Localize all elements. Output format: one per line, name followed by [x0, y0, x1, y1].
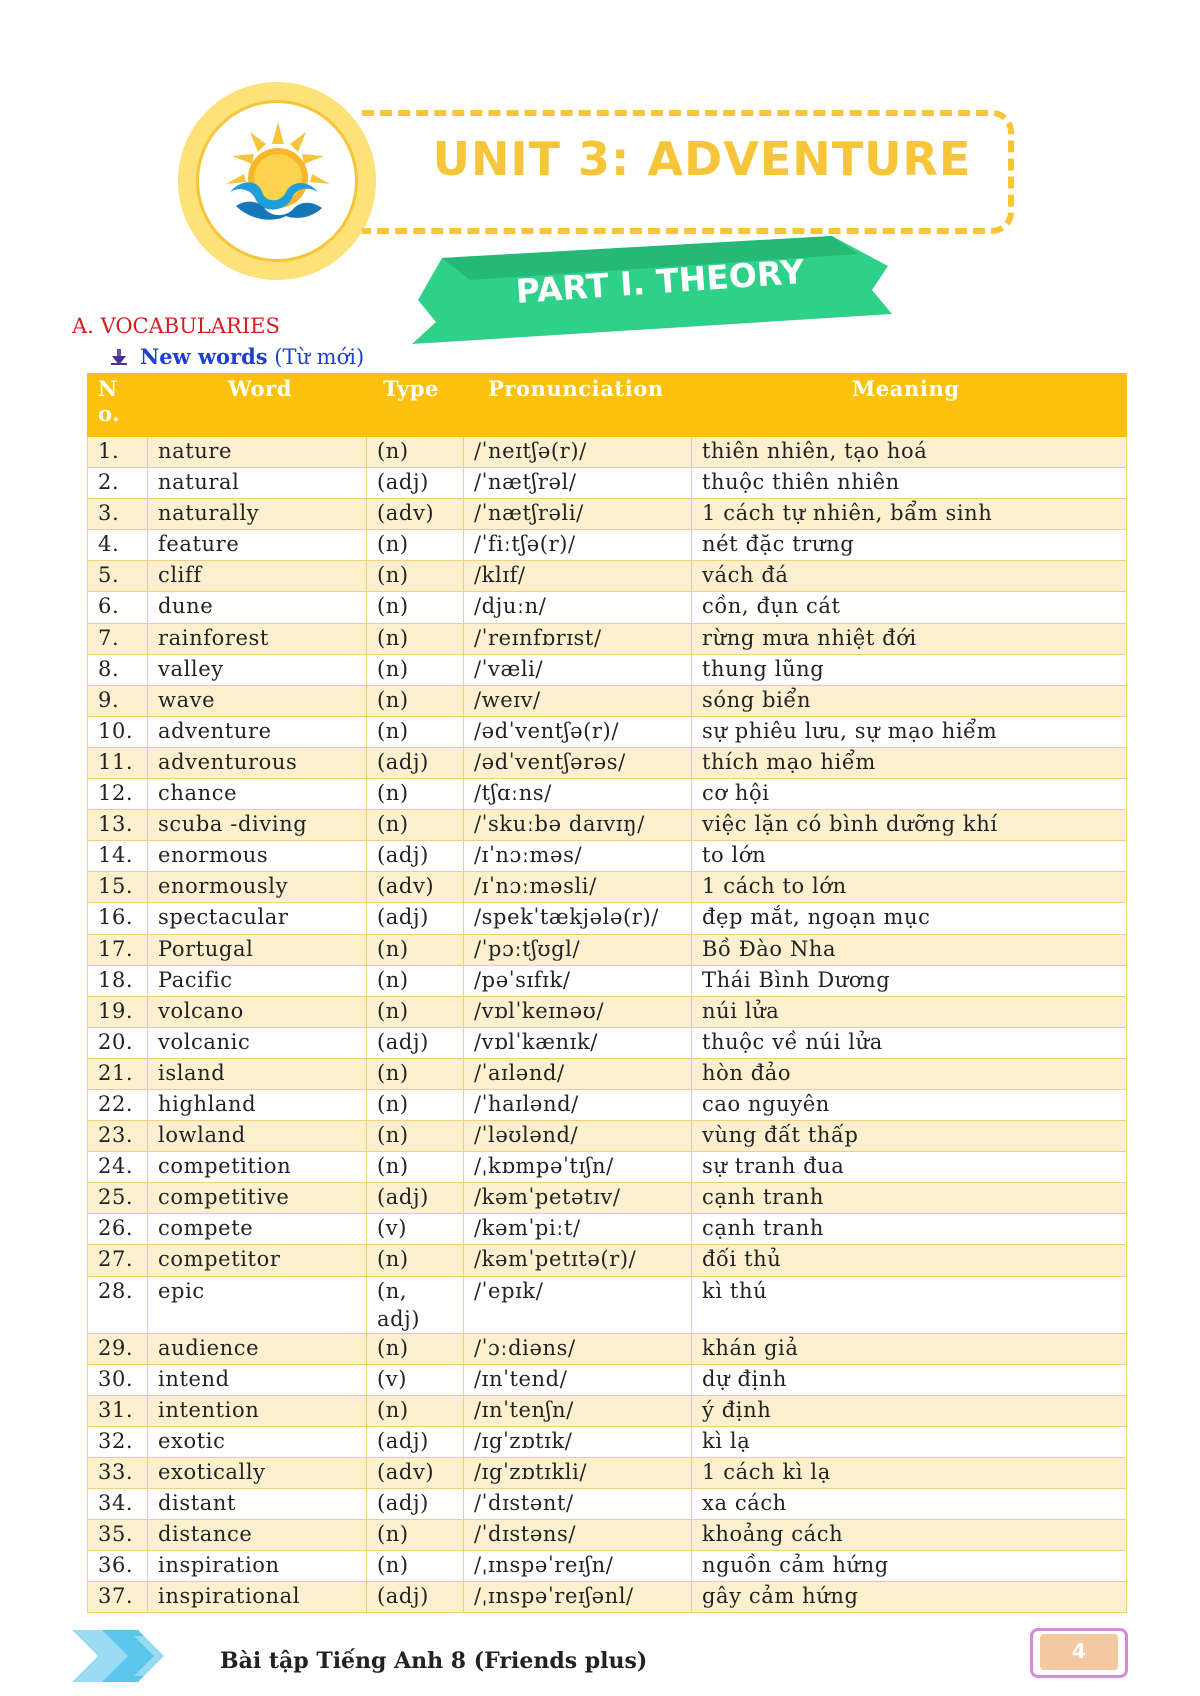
row-meaning: xa cách — [692, 1489, 1127, 1520]
row-no: 28. — [88, 1276, 148, 1333]
table-row — [88, 1489, 1127, 1520]
row-word: exotic — [148, 1426, 367, 1457]
row-word: distance — [148, 1520, 367, 1551]
table-row — [88, 934, 1127, 965]
table-row — [88, 996, 1127, 1027]
row-pronunciation: /ˈneɪtʃə(r)/ — [464, 437, 692, 468]
row-type: (n) — [367, 1333, 464, 1364]
row-pronunciation: /ˈaɪlənd/ — [464, 1058, 692, 1089]
row-type: (n) — [367, 965, 464, 996]
row-type: (adj) — [367, 747, 464, 778]
row-type: (n) — [367, 934, 464, 965]
row-word: volcanic — [148, 1027, 367, 1058]
row-word: wave — [148, 685, 367, 716]
row-pronunciation: /kəmˈpetətɪv/ — [464, 1183, 692, 1214]
row-meaning: vùng đất thấp — [692, 1121, 1127, 1152]
row-word: highland — [148, 1089, 367, 1120]
row-word: exotically — [148, 1457, 367, 1488]
row-pronunciation: /ɪgˈzɒtɪk/ — [464, 1426, 692, 1457]
row-pronunciation: /tʃɑːns/ — [464, 779, 692, 810]
row-meaning: khoảng cách — [692, 1520, 1127, 1551]
row-pronunciation: /ˈepɪk/ — [464, 1276, 692, 1333]
row-meaning: thung lũng — [692, 654, 1127, 685]
row-type: (adj) — [367, 841, 464, 872]
row-meaning: cạnh tranh — [692, 1183, 1127, 1214]
row-no: 6. — [88, 592, 148, 623]
row-no: 17. — [88, 934, 148, 965]
row-no: 30. — [88, 1364, 148, 1395]
row-word: cliff — [148, 561, 367, 592]
row-pronunciation: /ˈpɔːtʃʊgl/ — [464, 934, 692, 965]
row-meaning: hòn đảo — [692, 1058, 1127, 1089]
row-type: (adj) — [367, 1183, 464, 1214]
row-no: 33. — [88, 1457, 148, 1488]
row-type: (n) — [367, 530, 464, 561]
row-pronunciation: /ɪnˈtenʃn/ — [464, 1395, 692, 1426]
row-type: (n) — [367, 561, 464, 592]
row-no: 35. — [88, 1520, 148, 1551]
table-row — [88, 841, 1127, 872]
row-type: (n) — [367, 437, 464, 468]
table-row — [88, 1551, 1127, 1582]
row-no: 15. — [88, 872, 148, 903]
row-no: 3. — [88, 499, 148, 530]
row-type: (adv) — [367, 499, 464, 530]
row-no: 9. — [88, 685, 148, 716]
row-type: (adj) — [367, 1426, 464, 1457]
row-pronunciation: /ˌkɒmpəˈtɪʃn/ — [464, 1152, 692, 1183]
row-type: (n) — [367, 996, 464, 1027]
table-row — [88, 1395, 1127, 1426]
row-no: 34. — [88, 1489, 148, 1520]
row-pronunciation: /ˈdɪstəns/ — [464, 1520, 692, 1551]
row-pronunciation: /ˈfiːtʃə(r)/ — [464, 530, 692, 561]
row-pronunciation: /ədˈventʃə(r)/ — [464, 716, 692, 747]
row-pronunciation: /ˈvæli/ — [464, 654, 692, 685]
row-type: (n) — [367, 779, 464, 810]
row-type: (n) — [367, 1245, 464, 1276]
row-type: (n) — [367, 592, 464, 623]
row-word: valley — [148, 654, 367, 685]
row-no: 12. — [88, 779, 148, 810]
row-type: (n) — [367, 685, 464, 716]
row-type: (adj) — [367, 468, 464, 499]
table-body — [88, 437, 1127, 1613]
row-pronunciation: /klɪf/ — [464, 561, 692, 592]
row-no: 22. — [88, 1089, 148, 1120]
table-row — [88, 1121, 1127, 1152]
table-row — [88, 1058, 1127, 1089]
table-row — [88, 623, 1127, 654]
row-word: island — [148, 1058, 367, 1089]
section-heading: A. VOCABULARIES — [72, 314, 280, 338]
row-word: rainforest — [148, 623, 367, 654]
row-meaning: 1 cách tự nhiên, bẩm sinh — [692, 499, 1127, 530]
row-type: (n) — [367, 1395, 464, 1426]
row-meaning: đối thủ — [692, 1245, 1127, 1276]
row-meaning: cạnh tranh — [692, 1214, 1127, 1245]
row-meaning: đẹp mắt, ngoạn mục — [692, 903, 1127, 934]
table-row — [88, 685, 1127, 716]
table-row — [88, 716, 1127, 747]
table-row — [88, 747, 1127, 778]
row-word: enormous — [148, 841, 367, 872]
row-meaning: gây cảm hứng — [692, 1582, 1127, 1613]
row-word: intend — [148, 1364, 367, 1395]
row-word: competition — [148, 1152, 367, 1183]
row-word: natural — [148, 468, 367, 499]
row-word: scuba -diving — [148, 810, 367, 841]
header-word: Word — [148, 374, 367, 437]
table-row — [88, 1214, 1127, 1245]
vocabulary-table — [87, 373, 1127, 1613]
row-meaning: Thái Bình Dương — [692, 965, 1127, 996]
row-type: (n, adj) — [367, 1276, 464, 1333]
table-row — [88, 1089, 1127, 1120]
row-no: 5. — [88, 561, 148, 592]
row-type: (n) — [367, 810, 464, 841]
row-meaning: việc lặn có bình dưỡng khí — [692, 810, 1127, 841]
row-meaning: kì lạ — [692, 1426, 1127, 1457]
row-meaning: thích mạo hiểm — [692, 747, 1127, 778]
row-pronunciation: /ɪnˈtend/ — [464, 1364, 692, 1395]
row-no: 13. — [88, 810, 148, 841]
table-row — [88, 1027, 1127, 1058]
table-row — [88, 1364, 1127, 1395]
table-row — [88, 1520, 1127, 1551]
row-no: 4. — [88, 530, 148, 561]
row-word: Pacific — [148, 965, 367, 996]
row-no: 16. — [88, 903, 148, 934]
row-pronunciation: /kəmˈpiːt/ — [464, 1214, 692, 1245]
row-meaning: khán giả — [692, 1333, 1127, 1364]
row-no: 1. — [88, 437, 148, 468]
row-no: 20. — [88, 1027, 148, 1058]
row-word: competitor — [148, 1245, 367, 1276]
footer-book-title: Bài tập Tiếng Anh 8 (Friends plus) — [220, 1648, 648, 1674]
unit-title: UNIT 3: ADVENTURE — [432, 132, 972, 186]
row-no: 23. — [88, 1121, 148, 1152]
row-word: enormously — [148, 872, 367, 903]
row-meaning: kì thú — [692, 1276, 1127, 1333]
table-row — [88, 1276, 1127, 1333]
row-word: epic — [148, 1276, 367, 1333]
row-meaning: rừng mưa nhiệt đới — [692, 623, 1127, 654]
row-no: 8. — [88, 654, 148, 685]
table-row — [88, 965, 1127, 996]
row-no: 25. — [88, 1183, 148, 1214]
row-word: volcano — [148, 996, 367, 1027]
row-no: 29. — [88, 1333, 148, 1364]
table-header-row — [88, 374, 1127, 437]
table-row — [88, 1183, 1127, 1214]
row-pronunciation: /ˈdɪstənt/ — [464, 1489, 692, 1520]
row-no: 27. — [88, 1245, 148, 1276]
row-word: spectacular — [148, 903, 367, 934]
row-type: (n) — [367, 1058, 464, 1089]
row-word: inspirational — [148, 1582, 367, 1613]
part-title: PART I. THEORY — [514, 251, 806, 312]
row-pronunciation: /djuːn/ — [464, 592, 692, 623]
page-number: 4 — [1040, 1634, 1118, 1670]
sun-wave-icon — [222, 122, 334, 226]
subheading — [110, 344, 364, 369]
row-pronunciation: /ˌɪnspəˈreɪʃn/ — [464, 1551, 692, 1582]
row-meaning: sự phiêu lưu, sự mạo hiểm — [692, 716, 1127, 747]
row-type: (v) — [367, 1364, 464, 1395]
table-row — [88, 1152, 1127, 1183]
row-meaning: thuộc về núi lửa — [692, 1027, 1127, 1058]
row-meaning: nguồn cảm hứng — [692, 1551, 1127, 1582]
row-meaning: nét đặc trưng — [692, 530, 1127, 561]
header-pronunciation: Pronunciation — [464, 374, 692, 437]
row-no: 7. — [88, 623, 148, 654]
row-pronunciation: /vɒlˈkænɪk/ — [464, 1027, 692, 1058]
table-row — [88, 561, 1127, 592]
table-row — [88, 592, 1127, 623]
row-no: 10. — [88, 716, 148, 747]
row-word: chance — [148, 779, 367, 810]
table-row — [88, 810, 1127, 841]
row-pronunciation: /ˈreɪnfɒrɪst/ — [464, 623, 692, 654]
row-type: (n) — [367, 716, 464, 747]
row-meaning: dự định — [692, 1364, 1127, 1395]
row-type: (n) — [367, 1089, 464, 1120]
row-meaning: to lớn — [692, 841, 1127, 872]
row-no: 2. — [88, 468, 148, 499]
row-word: compete — [148, 1214, 367, 1245]
row-type: (n) — [367, 1152, 464, 1183]
row-word: dune — [148, 592, 367, 623]
row-type: (v) — [367, 1214, 464, 1245]
row-word: nature — [148, 437, 367, 468]
row-word: inspiration — [148, 1551, 367, 1582]
subheading-translation: (Từ mới) — [267, 345, 365, 369]
row-pronunciation: /pəˈsɪfɪk/ — [464, 965, 692, 996]
row-pronunciation: /ˈnætʃrəli/ — [464, 499, 692, 530]
row-no: 19. — [88, 996, 148, 1027]
row-meaning: 1 cách to lớn — [692, 872, 1127, 903]
row-word: lowland — [148, 1121, 367, 1152]
table-row — [88, 1333, 1127, 1364]
row-meaning: cồn, đụn cát — [692, 592, 1127, 623]
row-no: 36. — [88, 1551, 148, 1582]
row-type: (n) — [367, 1520, 464, 1551]
row-word: audience — [148, 1333, 367, 1364]
row-word: feature — [148, 530, 367, 561]
row-meaning: núi lửa — [692, 996, 1127, 1027]
table-row — [88, 1582, 1127, 1613]
row-pronunciation: /ˈnætʃrəl/ — [464, 468, 692, 499]
row-type: (adj) — [367, 1027, 464, 1058]
row-no: 32. — [88, 1426, 148, 1457]
header-no: No. — [88, 374, 148, 437]
row-pronunciation: /ˈləʊlənd/ — [464, 1121, 692, 1152]
row-no: 11. — [88, 747, 148, 778]
table-row — [88, 1245, 1127, 1276]
table-row — [88, 1426, 1127, 1457]
header-meaning: Meaning — [692, 374, 1127, 437]
row-word: adventurous — [148, 747, 367, 778]
row-word: distant — [148, 1489, 367, 1520]
row-pronunciation: /ˌɪnspəˈreɪʃənl/ — [464, 1582, 692, 1613]
row-meaning: Bồ Đào Nha — [692, 934, 1127, 965]
table-row — [88, 872, 1127, 903]
table-row — [88, 903, 1127, 934]
row-no: 24. — [88, 1152, 148, 1183]
row-no: 26. — [88, 1214, 148, 1245]
table-row — [88, 530, 1127, 561]
row-word: competitive — [148, 1183, 367, 1214]
row-meaning: ý định — [692, 1395, 1127, 1426]
row-pronunciation: /weɪv/ — [464, 685, 692, 716]
table-row — [88, 468, 1127, 499]
row-pronunciation: /ˈɔːdiəns/ — [464, 1333, 692, 1364]
row-pronunciation: /spekˈtækjələ(r)/ — [464, 903, 692, 934]
table-row — [88, 779, 1127, 810]
subheading-label: New words — [140, 344, 268, 369]
row-no: 31. — [88, 1395, 148, 1426]
row-type: (adj) — [367, 1489, 464, 1520]
row-word: intention — [148, 1395, 367, 1426]
row-type: (adv) — [367, 872, 464, 903]
table-row — [88, 1457, 1127, 1488]
row-meaning: cơ hội — [692, 779, 1127, 810]
table-row — [88, 499, 1127, 530]
row-word: adventure — [148, 716, 367, 747]
row-word: Portugal — [148, 934, 367, 965]
row-no: 18. — [88, 965, 148, 996]
row-type: (adv) — [367, 1457, 464, 1488]
row-meaning: thiên nhiên, tạo hoá — [692, 437, 1127, 468]
row-pronunciation: /ədˈventʃərəs/ — [464, 747, 692, 778]
row-type: (n) — [367, 623, 464, 654]
row-type: (n) — [367, 1551, 464, 1582]
row-meaning: cao nguyên — [692, 1089, 1127, 1120]
row-meaning: thuộc thiên nhiên — [692, 468, 1127, 499]
row-meaning: vách đá — [692, 561, 1127, 592]
table-row — [88, 654, 1127, 685]
row-meaning: sóng biển — [692, 685, 1127, 716]
chevron-right-icon — [72, 1630, 192, 1682]
row-pronunciation: /vɒlˈkeɪnəʊ/ — [464, 996, 692, 1027]
row-no: 37. — [88, 1582, 148, 1613]
row-type: (n) — [367, 654, 464, 685]
row-no: 21. — [88, 1058, 148, 1089]
arrow-down-bullet-icon — [110, 348, 128, 366]
row-no: 14. — [88, 841, 148, 872]
row-type: (adj) — [367, 1582, 464, 1613]
header-type: Type — [367, 374, 464, 437]
row-pronunciation: /ɪgˈzɒtɪkli/ — [464, 1457, 692, 1488]
row-pronunciation: /ˈskuːbə daɪvɪŋ/ — [464, 810, 692, 841]
table-row — [88, 437, 1127, 468]
row-type: (adj) — [367, 903, 464, 934]
row-word: naturally — [148, 499, 367, 530]
row-pronunciation: /kəmˈpetɪtə(r)/ — [464, 1245, 692, 1276]
row-meaning: sự tranh đua — [692, 1152, 1127, 1183]
row-pronunciation: /ɪˈnɔːməs/ — [464, 841, 692, 872]
row-pronunciation: /ɪˈnɔːməsli/ — [464, 872, 692, 903]
row-meaning: 1 cách kì lạ — [692, 1457, 1127, 1488]
row-type: (n) — [367, 1121, 464, 1152]
row-pronunciation: /ˈhaɪlənd/ — [464, 1089, 692, 1120]
